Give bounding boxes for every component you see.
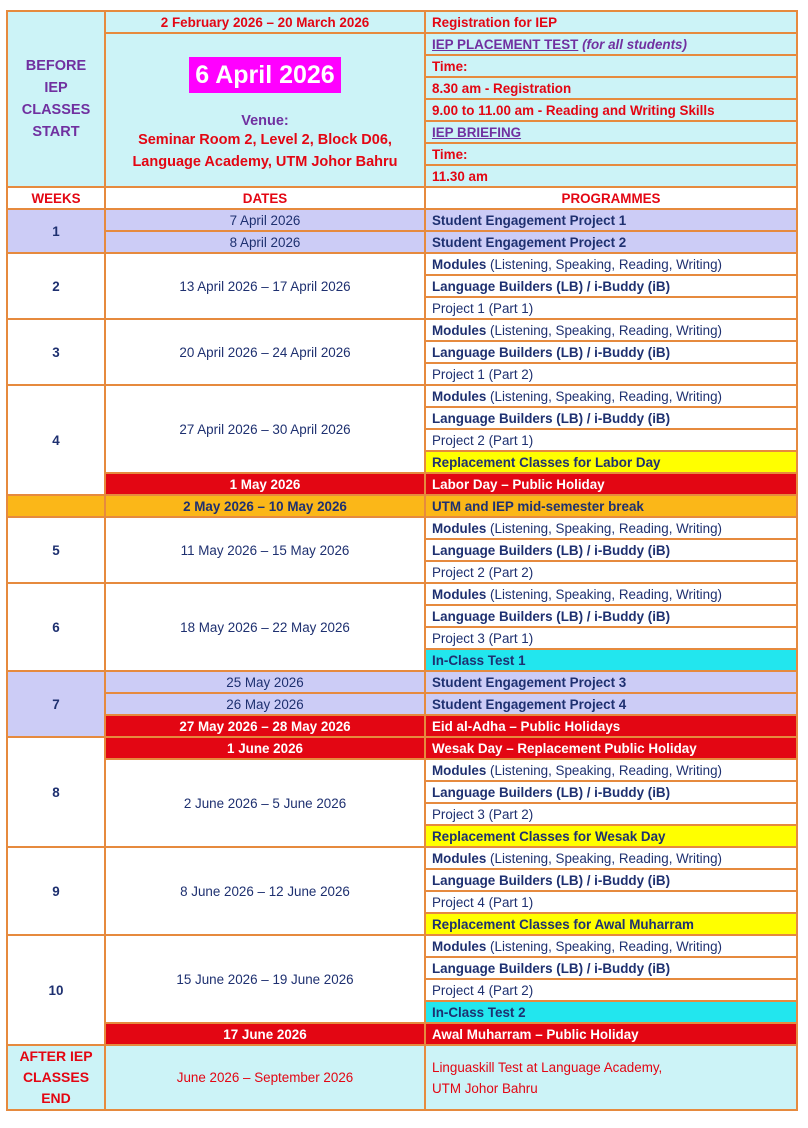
week-3-modules: Modules (Listening, Speaking, Reading, Writing) <box>425 319 797 341</box>
week-9-number: 9 <box>7 847 105 935</box>
week-10-holiday: Awal Muharram – Public Holiday <box>425 1023 797 1045</box>
briefing-time-label: Time: <box>425 143 797 165</box>
week-2-number: 2 <box>7 253 105 319</box>
header-programmes: PROGRAMMES <box>425 187 797 209</box>
week-8-number: 8 <box>7 737 105 847</box>
break-week-cell <box>7 495 105 517</box>
week-4-project: Project 2 (Part 1) <box>425 429 797 451</box>
week-9-replacement: Replacement Classes for Awal Muharram <box>425 913 797 935</box>
after-programme: Linguaskill Test at Language Academy, UTM Johor Bahru <box>425 1045 797 1110</box>
week-1-number: 1 <box>7 209 105 253</box>
week-7-programme-a: Student Engagement Project 3 <box>425 671 797 693</box>
week-8-dates: 2 June 2026 – 5 June 2026 <box>105 759 425 847</box>
week-7-programme-b: Student Engagement Project 4 <box>425 693 797 715</box>
break-label: UTM and IEP mid-semester break <box>425 495 797 517</box>
venue-label: Venue: <box>241 113 289 129</box>
registration-dates: 2 February 2026 – 20 March 2026 <box>105 11 425 33</box>
placement-time-label: Time: <box>425 55 797 77</box>
week-8-builders: Language Builders (LB) / i-Buddy (iB) <box>425 781 797 803</box>
week-5-builders: Language Builders (LB) / i-Buddy (iB) <box>425 539 797 561</box>
week-6-project: Project 3 (Part 1) <box>425 627 797 649</box>
venue-line-2: Language Academy, UTM Johor Bahru <box>132 154 398 170</box>
week-10-dates: 15 June 2026 – 19 June 2026 <box>105 935 425 1023</box>
iep-schedule-table <box>6 10 798 1111</box>
week-10-project: Project 4 (Part 2) <box>425 979 797 1001</box>
week-2-project: Project 1 (Part 1) <box>425 297 797 319</box>
week-3-builders: Language Builders (LB) / i-Buddy (iB) <box>425 341 797 363</box>
week-10-number: 10 <box>7 935 105 1045</box>
week-7-number: 7 <box>7 671 105 737</box>
week-1-programme-a: Student Engagement Project 1 <box>425 209 797 231</box>
week-7-date-a: 25 May 2026 <box>105 671 425 693</box>
week-10-holiday-date: 17 June 2026 <box>105 1023 425 1045</box>
break-dates: 2 May 2026 – 10 May 2026 <box>105 495 425 517</box>
week-2-builders: Language Builders (LB) / i-Buddy (iB) <box>425 275 797 297</box>
week-4-number: 4 <box>7 385 105 495</box>
week-1-date-a: 7 April 2026 <box>105 209 425 231</box>
placement-test-title: IEP PLACEMENT TEST (for all students) <box>425 33 797 55</box>
week-8-holiday-date: 1 June 2026 <box>105 737 425 759</box>
week-2-dates: 13 April 2026 – 17 April 2026 <box>105 253 425 319</box>
week-2-modules: Modules (Listening, Speaking, Reading, Writing) <box>425 253 797 275</box>
week-5-dates: 11 May 2026 – 15 May 2026 <box>105 517 425 583</box>
week-8-replacement: Replacement Classes for Wesak Day <box>425 825 797 847</box>
week-10-test: In-Class Test 2 <box>425 1001 797 1023</box>
week-6-number: 6 <box>7 583 105 671</box>
week-4-modules: Modules (Listening, Speaking, Reading, Writing) <box>425 385 797 407</box>
briefing-title: IEP BRIEFING <box>425 121 797 143</box>
briefing-time: 11.30 am <box>425 165 797 187</box>
week-9-modules: Modules (Listening, Speaking, Reading, Writing) <box>425 847 797 869</box>
week-4-holiday-date: 1 May 2026 <box>105 473 425 495</box>
placement-time-2: 9.00 to 11.00 am - Reading and Writing Skills <box>425 99 797 121</box>
placement-venue-cell <box>105 33 425 187</box>
week-4-builders: Language Builders (LB) / i-Buddy (iB) <box>425 407 797 429</box>
week-8-holiday: Wesak Day – Replacement Public Holiday <box>425 737 797 759</box>
week-10-builders: Language Builders (LB) / i-Buddy (iB) <box>425 957 797 979</box>
week-3-project: Project 1 (Part 2) <box>425 363 797 385</box>
before-classes-label: BEFORE IEP CLASSES START <box>7 11 105 187</box>
week-10-modules: Modules (Listening, Speaking, Reading, Writing) <box>425 935 797 957</box>
week-6-modules: Modules (Listening, Speaking, Reading, Writing) <box>425 583 797 605</box>
week-7-holiday: Eid al-Adha – Public Holidays <box>425 715 797 737</box>
week-4-replacement: Replacement Classes for Labor Day <box>425 451 797 473</box>
week-7-holiday-date: 27 May 2026 – 28 May 2026 <box>105 715 425 737</box>
header-dates: DATES <box>105 187 425 209</box>
week-6-dates: 18 May 2026 – 22 May 2026 <box>105 583 425 671</box>
week-5-modules: Modules (Listening, Speaking, Reading, Writing) <box>425 517 797 539</box>
week-8-modules: Modules (Listening, Speaking, Reading, Writing) <box>425 759 797 781</box>
week-6-test: In-Class Test 1 <box>425 649 797 671</box>
after-dates: June 2026 – September 2026 <box>105 1045 425 1110</box>
week-1-programme-b: Student Engagement Project 2 <box>425 231 797 253</box>
placement-date-highlight: 6 April 2026 <box>189 57 340 93</box>
week-9-dates: 8 June 2026 – 12 June 2026 <box>105 847 425 935</box>
header-weeks: WEEKS <box>7 187 105 209</box>
after-classes-label: AFTER IEP CLASSES END <box>7 1045 105 1110</box>
week-5-number: 5 <box>7 517 105 583</box>
week-3-number: 3 <box>7 319 105 385</box>
registration-label: Registration for IEP <box>425 11 797 33</box>
venue-line-1: Seminar Room 2, Level 2, Block D06, <box>138 132 392 148</box>
week-3-dates: 20 April 2026 – 24 April 2026 <box>105 319 425 385</box>
week-9-builders: Language Builders (LB) / i-Buddy (iB) <box>425 869 797 891</box>
week-4-dates: 27 April 2026 – 30 April 2026 <box>105 385 425 473</box>
week-4-holiday: Labor Day – Public Holiday <box>425 473 797 495</box>
week-9-project: Project 4 (Part 1) <box>425 891 797 913</box>
week-7-date-b: 26 May 2026 <box>105 693 425 715</box>
week-1-date-b: 8 April 2026 <box>105 231 425 253</box>
placement-time-1: 8.30 am - Registration <box>425 77 797 99</box>
week-6-builders: Language Builders (LB) / i-Buddy (iB) <box>425 605 797 627</box>
week-8-project: Project 3 (Part 2) <box>425 803 797 825</box>
week-5-project: Project 2 (Part 2) <box>425 561 797 583</box>
